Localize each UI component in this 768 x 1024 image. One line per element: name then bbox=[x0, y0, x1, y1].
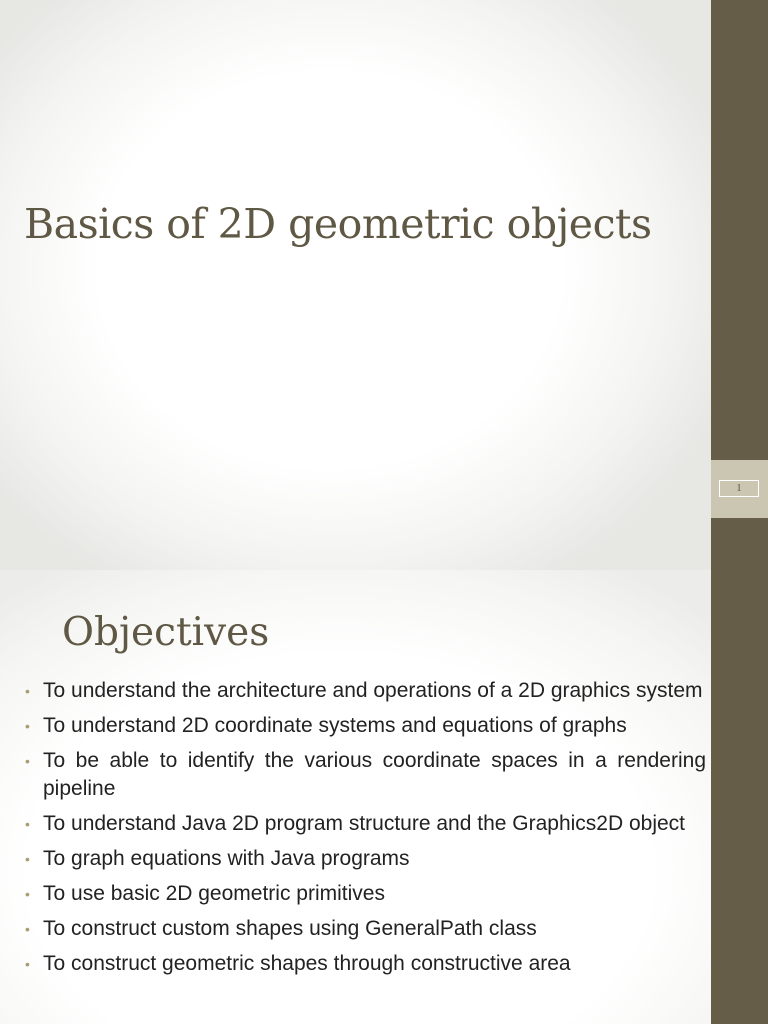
objectives-slide bbox=[0, 570, 768, 1024]
list-item bbox=[22, 677, 706, 705]
objective-text: To use basic 2D geometric primitives bbox=[43, 882, 385, 905]
bullet-icon: • bbox=[25, 956, 30, 972]
list-item bbox=[22, 915, 706, 943]
objective-text: To be able to identify the various coordinate spaces in a rendering pipeline bbox=[43, 749, 706, 800]
section-title: Objectives bbox=[62, 610, 270, 655]
objective-text: To construct custom shapes using GeneralPath class bbox=[43, 917, 537, 940]
list-item bbox=[22, 810, 706, 838]
objective-text: To understand Java 2D program structure and the Graphics2D object bbox=[43, 812, 686, 835]
bullet-icon: • bbox=[25, 753, 30, 769]
list-item bbox=[22, 712, 706, 740]
bullet-icon: • bbox=[25, 921, 30, 937]
bullet-icon: • bbox=[25, 851, 30, 867]
objectives-list bbox=[22, 677, 706, 985]
bullet-icon: • bbox=[25, 886, 30, 902]
objective-text: To graph equations with Java programs bbox=[43, 847, 410, 870]
side-accent-bar bbox=[711, 570, 768, 1024]
page-number-tab bbox=[711, 460, 768, 518]
objective-text: To construct geometric shapes through constructive area bbox=[43, 952, 571, 975]
bullet-icon: • bbox=[25, 816, 30, 832]
bullet-icon: • bbox=[25, 683, 30, 699]
objective-text: To understand the architecture and operations of a 2D graphics system bbox=[43, 679, 703, 702]
list-item bbox=[22, 950, 706, 978]
objective-text: To understand 2D coordinate systems and equations of graphs bbox=[43, 714, 627, 737]
page-number: 1 bbox=[719, 480, 759, 497]
bullet-icon: • bbox=[25, 718, 30, 734]
list-item bbox=[22, 845, 706, 873]
list-item bbox=[22, 747, 706, 803]
slide-title: Basics of 2D geometric objects bbox=[24, 200, 652, 248]
list-item bbox=[22, 880, 706, 908]
